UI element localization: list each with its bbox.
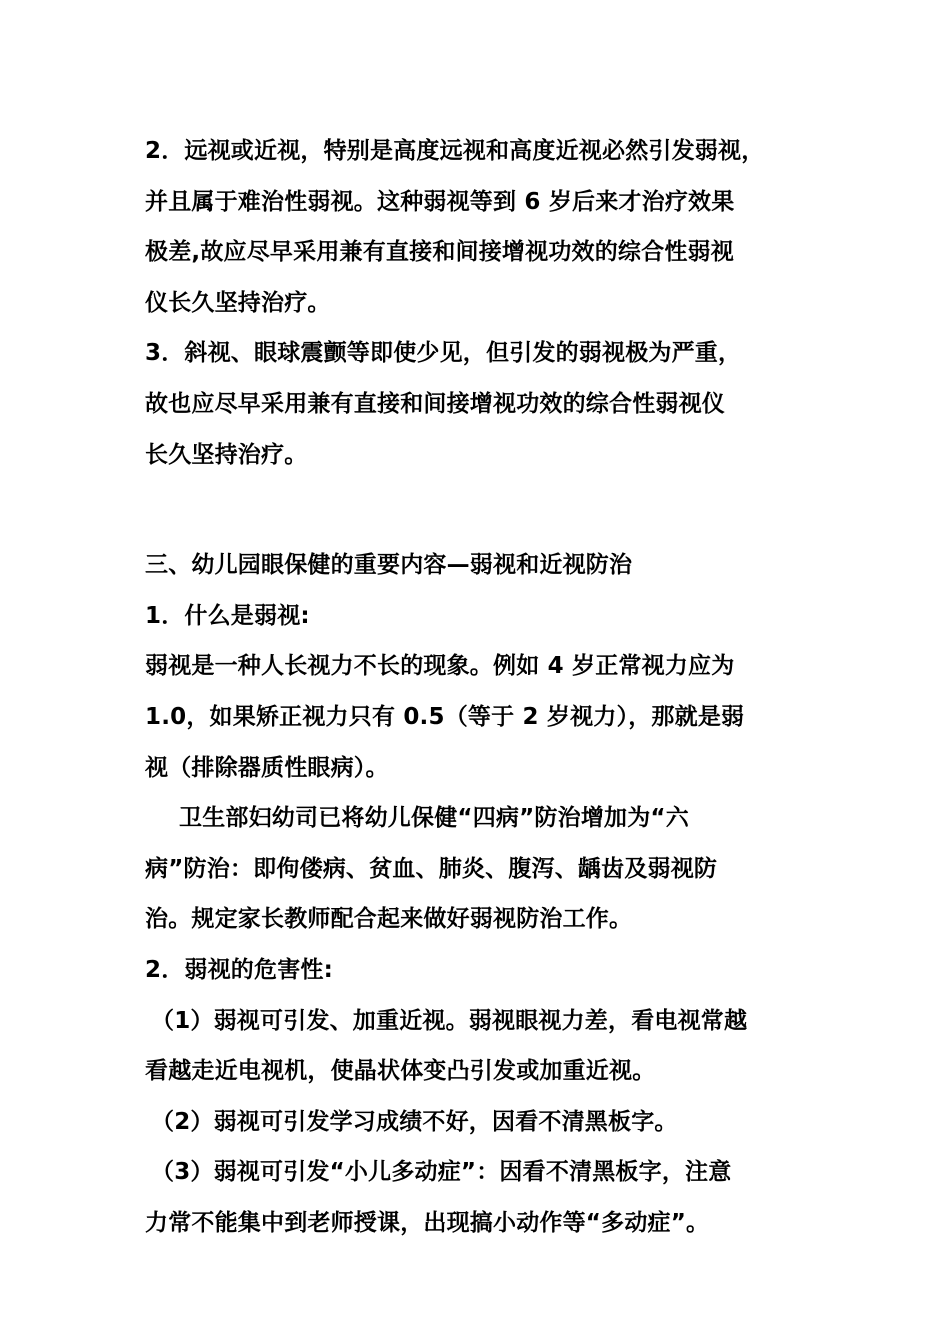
text-line: 治。规定家长教师配合起来做好弱视防治工作。 (145, 906, 633, 933)
text-line: 1.0，如果矫正视力只有 0.5（等于 2 岁视力），那就是弱 (145, 703, 745, 730)
paragraph-harm-point-1 (145, 1000, 815, 1101)
text-line: 长久坚持治疗。 (145, 441, 308, 468)
text-line: 极差,故应尽早采用兼有直接和间接增视功效的综合性弱视 (145, 239, 734, 266)
paragraph-item-2-refractive-error (145, 130, 815, 332)
text-line: 弱视是一种人长视力不长的现象。例如 4 岁正常视力应为 (145, 653, 735, 680)
text-line: 2．远视或近视，特别是高度远视和高度近视必然引发弱视， (145, 138, 765, 164)
text-line: 3．斜视、眼球震颤等即使少见，但引发的弱视极为严重， (145, 340, 742, 367)
text-line: （1）弱视可引发、加重近视。弱视眼视力差，看电视常越 (151, 1007, 748, 1034)
subheading-harm: 2．弱视的危害性: (145, 956, 334, 983)
text-line: （2）弱视可引发学习成绩不好，因看不清黑板字。 (151, 1108, 678, 1135)
text-line: 故也应尽早采用兼有直接和间接增视功效的综合性弱视仪 (145, 390, 725, 417)
document-body (145, 130, 815, 1252)
text-line: 力常不能集中到老师授课，出现搞小动作等“多动症”。 (145, 1209, 710, 1236)
section-heading: 三、幼儿园眼保健的重要内容—弱视和近视防治 (145, 552, 633, 579)
text-line: 看越走近电视机，使晶状体变凸引发或加重近视。 (145, 1058, 656, 1085)
text-line: 仪长久坚持治疗。 (145, 289, 331, 316)
text-line: 病”防治：即佝偻病、贫血、肺炎、腹泻、龋齿及弱视防 (145, 855, 718, 882)
text-line: （3）弱视可引发“小儿多动症”：因看不清黑板字，注意 (151, 1159, 732, 1186)
paragraph-item-3-strabismus (145, 332, 815, 484)
paragraph-harm-point-2 (145, 1101, 815, 1152)
paragraph-six-diseases (145, 797, 815, 949)
text-line: 卫生部妇幼司已将幼儿保健“四病”防治增加为“六 (179, 805, 689, 832)
paragraph-amblyopia-definition (145, 645, 815, 797)
paragraph-harm-point-3 (145, 1151, 815, 1252)
section-gap (145, 484, 815, 544)
subheading-what-is-amblyopia: 1．什么是弱视: (145, 602, 310, 629)
text-line: 视（排除器质性眼病）。 (145, 754, 389, 781)
text-line: 并且属于难治性弱视。这种弱视等到 6 岁后来才治疗效果 (145, 188, 735, 215)
